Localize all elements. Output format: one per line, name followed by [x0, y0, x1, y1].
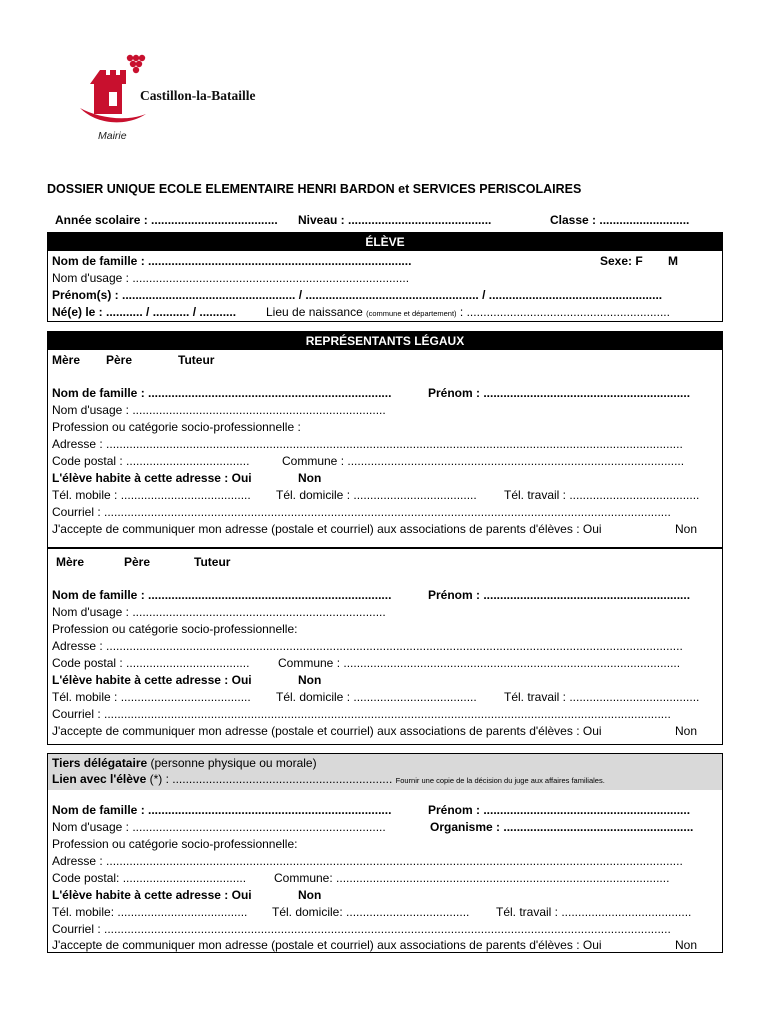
rep1-commune[interactable]: Commune : .....................................................................................................: [282, 454, 685, 468]
rep2-adresse[interactable]: Adresse : .............................................................................................................................................................................: [52, 639, 683, 653]
rep2-profession[interactable]: Profession ou catégorie socio-professionnelle:: [52, 622, 298, 636]
representant-2-section: [47, 548, 723, 745]
tiers-lien-label: Lien avec l'élève: [52, 772, 147, 786]
rep1-accepte-oui[interactable]: J'accepte de communiquer mon adresse (postale et courriel) aux associations de parents d'élèves : Oui: [52, 522, 602, 536]
tiers-commune[interactable]: Commune: ....................................................................................................: [274, 871, 670, 885]
tiers-label-rest: (personne physique ou morale): [147, 756, 317, 770]
rep1-nom-usage[interactable]: Nom d'usage : ............................................................................: [52, 403, 386, 417]
rep1-habite-non[interactable]: Non: [298, 471, 322, 485]
rep1-accepte-non[interactable]: Non: [675, 522, 698, 536]
rep2-nom-usage[interactable]: Nom d'usage : ............................................................................: [52, 605, 386, 619]
eleve-prenoms[interactable]: Prénom(s) : .................................................... / .................................................... / ....................................................: [52, 288, 663, 302]
tiers-nom-usage[interactable]: Nom d'usage : ............................................................................: [52, 820, 386, 834]
lieu-dots: : .............................................................: [459, 305, 670, 319]
rep1-nom-famille[interactable]: Nom de famille : .........................................................................: [52, 386, 392, 400]
representant-1-section: [47, 331, 723, 548]
rep1-courriel[interactable]: Courriel : ..........................................................................................................................................................................: [52, 505, 671, 519]
rep1-habite-oui[interactable]: L'élève habite à cette adresse : Oui: [52, 471, 252, 485]
tiers-note: Fournir une copie de la décision du juge aux affaires familiales.: [395, 776, 605, 785]
rep2-accepte-oui[interactable]: J'accepte de communiquer mon adresse (postale et courriel) aux associations de parents d'élèves : Oui: [52, 724, 602, 738]
tiers-lien[interactable]: [52, 772, 605, 788]
rep2-tuteur-option[interactable]: Tuteur: [194, 555, 231, 569]
tiers-habite-oui[interactable]: L'élève habite à cette adresse : Oui: [52, 888, 252, 902]
tiers-adresse[interactable]: Adresse : .............................................................................................................................................................................: [52, 854, 683, 868]
eleve-nom-famille[interactable]: Nom de famille : ...............................................................................: [52, 254, 412, 268]
annee-field[interactable]: Année scolaire : ......................................: [55, 213, 278, 227]
tiers-tel-domicile[interactable]: Tél. domicile: .....................................: [272, 905, 470, 919]
document-title: DOSSIER UNIQUE ECOLE ELEMENTAIRE HENRI BARDON et SERVICES PERISCOLAIRES: [47, 182, 582, 196]
tiers-accepte-oui[interactable]: J'accepte de communiquer mon adresse (postale et courriel) aux associations de parents d'élèves : Oui: [52, 938, 602, 952]
tiers-accepte-non[interactable]: Non: [675, 938, 698, 952]
tiers-label: Tiers délégataire: [52, 756, 148, 770]
rep1-tel-mobile[interactable]: Tél. mobile : .......................................: [52, 488, 251, 502]
classe-field[interactable]: Classe : ...........................: [550, 213, 690, 227]
rep2-commune[interactable]: Commune : .....................................................................................................: [278, 656, 681, 670]
tiers-tel-mobile[interactable]: Tél. mobile: .......................................: [52, 905, 248, 919]
rep2-habite-oui[interactable]: L'élève habite à cette adresse : Oui: [52, 673, 252, 687]
tiers-section: [47, 753, 723, 953]
rep2-prenom[interactable]: Prénom : ..............................................................: [428, 588, 691, 602]
rep2-tel-mobile[interactable]: Tél. mobile : .......................................: [52, 690, 251, 704]
tiers-organisme[interactable]: Organisme : .........................................................: [430, 820, 694, 834]
rep1-mere-option[interactable]: Mère: [52, 353, 81, 367]
castle-icon: [78, 52, 148, 132]
tiers-nom-famille[interactable]: Nom de famille : .........................................................................: [52, 803, 392, 817]
rep2-tel-travail[interactable]: Tél. travail : .......................................: [504, 690, 700, 704]
town-logo: [78, 52, 298, 148]
rep1-prenom[interactable]: Prénom : ..............................................................: [428, 386, 691, 400]
niveau-field[interactable]: Niveau : ...........................................: [298, 213, 492, 227]
eleve-sexe-f[interactable]: Sexe: F: [600, 254, 643, 268]
rep2-courriel[interactable]: Courriel : ..........................................................................................................................................................................: [52, 707, 671, 721]
rep2-habite-non[interactable]: Non: [298, 673, 322, 687]
eleve-heading: ÉLÈVE: [48, 233, 722, 251]
town-name: Castillon-la-Bataille: [140, 88, 256, 103]
tiers-lien-dots: (*) : ..................................................................: [146, 772, 393, 786]
eleve-section: [47, 232, 723, 322]
rep2-nom-famille[interactable]: Nom de famille : .........................................................................: [52, 588, 392, 602]
tiers-tel-travail[interactable]: Tél. travail : .......................................: [496, 905, 692, 919]
lieu-note: (commune et département): [366, 309, 457, 318]
rep1-tel-travail[interactable]: Tél. travail : .......................................: [504, 488, 700, 502]
representants-heading: REPRÉSENTANTS LÉGAUX: [48, 332, 722, 350]
rep1-tuteur-option[interactable]: Tuteur: [178, 353, 215, 367]
rep2-mere-option[interactable]: Mère: [56, 555, 85, 569]
rep1-code-postal[interactable]: Code postal : .....................................: [52, 454, 250, 468]
rep2-tel-domicile[interactable]: Tél. domicile : .....................................: [276, 690, 477, 704]
rep1-profession[interactable]: Profession ou catégorie socio-professionnelle :: [52, 420, 301, 434]
tiers-profession[interactable]: Profession ou catégorie socio-professionnelle:: [52, 837, 298, 851]
tiers-title: [52, 756, 317, 771]
rep2-pere-option[interactable]: Père: [124, 555, 151, 569]
lieu-label: Lieu de naissance: [266, 305, 363, 319]
rep1-adresse[interactable]: Adresse : .............................................................................................................................................................................: [52, 437, 683, 451]
eleve-sexe-m[interactable]: M: [668, 254, 678, 268]
tiers-prenom[interactable]: Prénom : ..............................................................: [428, 803, 691, 817]
tiers-habite-non[interactable]: Non: [298, 888, 322, 902]
rep1-tel-domicile[interactable]: Tél. domicile : .....................................: [276, 488, 477, 502]
eleve-lieu-naissance[interactable]: [266, 305, 670, 321]
rep2-accepte-non[interactable]: Non: [675, 724, 698, 738]
rep1-pere-option[interactable]: Père: [106, 353, 133, 367]
eleve-ne-le[interactable]: Né(e) le : ........... / ........... / ...........: [52, 305, 237, 319]
tiers-courriel[interactable]: Courriel : ..........................................................................................................................................................................: [52, 922, 671, 936]
eleve-nom-usage[interactable]: Nom d'usage : ...................................................................................: [52, 271, 410, 285]
rep2-code-postal[interactable]: Code postal : .....................................: [52, 656, 250, 670]
tiers-code-postal[interactable]: Code postal: .....................................: [52, 871, 247, 885]
mairie-label: Mairie: [98, 130, 127, 142]
